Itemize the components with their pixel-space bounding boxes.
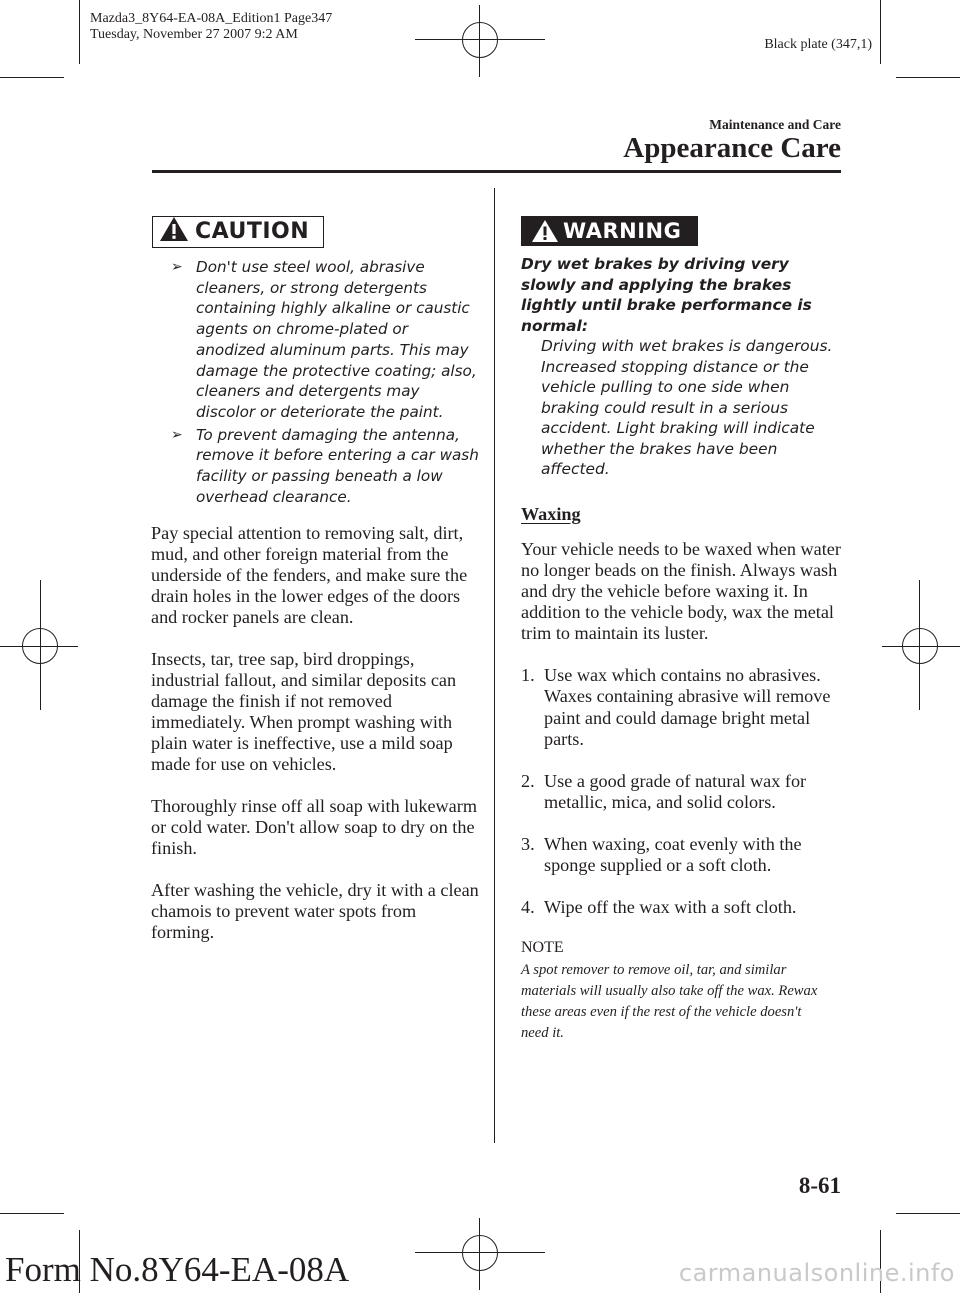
note-label: NOTE <box>521 939 564 956</box>
caution-bullets <box>171 257 479 507</box>
warning-text: Driving with wet brakes is dangerous. Increased stopping distance or the vehicle pulling to one side when braking could result in a serious accident. Light braking will indicate whether the brakes have been affected. <box>541 337 833 478</box>
warning-heading: Dry wet brakes by driving very slowly and applying the brakes lightly until brake performance is normal: <box>521 255 812 335</box>
caution-bullet: ➢ Don't use steel wool, abrasive cleaners, or strong detergents containing highly alkaline or caustic agents on chrome-plated or anodized aluminum parts. This may damage the protective coating; also, cleaners and detergents may discolor or deteriorate the paint. <box>171 258 477 421</box>
paragraph: After washing the vehicle, dry it with a clean chamois to prevent water spots from forming. <box>151 880 479 943</box>
arrow-right-icon: ➢ <box>171 259 183 275</box>
warning-triangle-icon <box>531 219 559 243</box>
paragraph: Insects, tar, tree sap, bird droppings, industrial fallout, and similar deposits can damage the finish if not removed immediately. When prompt washing with plain water is ineffective, use a mild soap made for use on vehicles. <box>151 649 457 775</box>
page-title: Appearance Care <box>623 132 841 164</box>
waxing-heading: Waxing <box>521 503 581 524</box>
header-rule <box>152 170 841 173</box>
plate-label: Black plate (347,1) <box>764 37 872 52</box>
list-item: 2. Use a good grade of natural wax for metallic, mica, and solid colors. <box>521 770 807 812</box>
warning-box <box>521 216 698 246</box>
caution-label: CAUTION <box>195 219 310 244</box>
list-item: 3. When waxing, coat evenly with the sponge supplied or a soft cloth. <box>521 833 802 875</box>
paragraph: Pay special attention to removing salt, dirt, mud, and other foreign material from the underside of the fenders, and make sure the drain holes in the lower edges of the doors and rocker panels are clean. <box>151 523 468 628</box>
caution-box <box>152 216 324 248</box>
page-number: 8-61 <box>798 1173 841 1198</box>
waxing-steps <box>521 665 841 919</box>
print-file-line: Mazda3_8Y64-EA-08A_Edition1 Page347 <box>90 11 333 26</box>
warning-triangle-icon <box>159 216 189 242</box>
caution-bullet: ➢ To prevent damaging the antenna, remove it before entering a car wash facility or passing beneath a low overhead clearance. <box>171 425 479 506</box>
note-text: A spot remover to remove oil, tar, and similar materials will usually also take off the wax. Rewax these areas even if the rest of the vehicle doesn't need it. <box>521 962 818 1041</box>
section-label: Maintenance and Care <box>709 117 841 132</box>
waxing-intro: Your vehicle needs to be waxed when water no longer beads on the finish. Always wash and dry the vehicle before waxing it. In addition to the vehicle body, wax the metal trim to maintain its luster. <box>521 538 841 643</box>
left-column <box>151 216 481 943</box>
list-item: 1. Use wax which contains no abrasives. Waxes containing abrasive will remove paint and could damage bright metal parts. <box>521 664 831 749</box>
list-item: 4. Wipe off the wax with a soft cloth. <box>521 896 797 917</box>
print-date-line: Tuesday, November 27 2007 9:2 AM <box>90 27 298 42</box>
warning-label: WARNING <box>563 219 682 243</box>
watermark: carmanualsonline.info <box>678 1259 955 1287</box>
paragraph: Thoroughly rinse off all soap with lukewarm or cold water. Don't allow soap to dry on the finish. <box>151 796 477 859</box>
right-column <box>521 216 841 1044</box>
arrow-right-icon: ➢ <box>171 426 183 443</box>
form-number: Form No.8Y64-EA-08A <box>5 1250 350 1289</box>
column-divider <box>494 188 495 1143</box>
